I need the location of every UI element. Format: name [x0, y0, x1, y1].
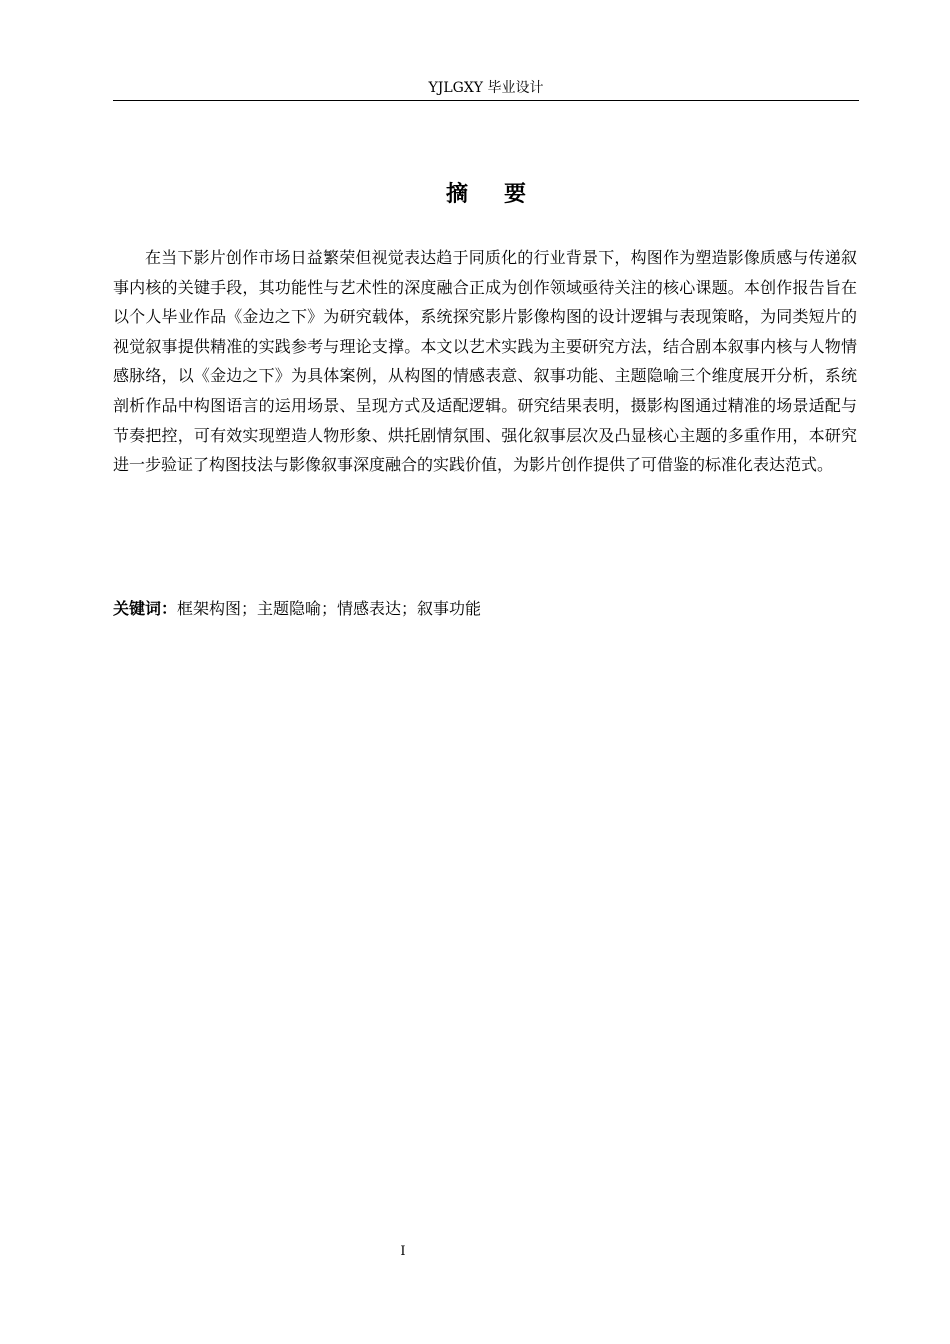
- keywords-text: 框架构图；主题隐喻；情感表达；叙事功能: [177, 599, 482, 618]
- page-number: I: [400, 1244, 406, 1259]
- abstract-body: 在当下影片创作市场日益繁荣但视觉表达趋于同质化的行业背景下，构图作为塑造影像质感与传递叙事内核的关键手段，其功能性与艺术性的深度融合正成为创作领域亟待关注的核心课题。本创作报告旨在以个人毕业作品《金边之下》为研究载体，系统探究影片影像构图的设计逻辑与表现策略，为同类短片的视觉叙事提供精准的实践参考与理论支撑。本文以艺术实践为主要研究方法，结合剧本叙事内核与人物情感脉络，以《金边之下》为具体案例，从构图的情感表意、叙事功能、主题隐喻三个维度展开分析，系统剖析作品中构图语言的运用场景、呈现方式及适配逻辑。研究结果表明，摄影构图通过精准的场景适配与节奏把控，可有效实现塑造人物形象、烘托剧情氛围、强化叙事层次及凸显核心主题的多重作用，本研究进一步验证了构图技法与影像叙事深度融合的实践价值，为影片创作提供了可借鉴的标准化表达范式。: [113, 248, 857, 475]
- page-header: YJLGXY 毕业设计: [428, 80, 544, 96]
- header-divider: [113, 100, 859, 101]
- keywords-line: [113, 596, 857, 622]
- abstract-title: 摘要: [445, 182, 562, 207]
- keywords-label: 关键词：: [113, 599, 178, 618]
